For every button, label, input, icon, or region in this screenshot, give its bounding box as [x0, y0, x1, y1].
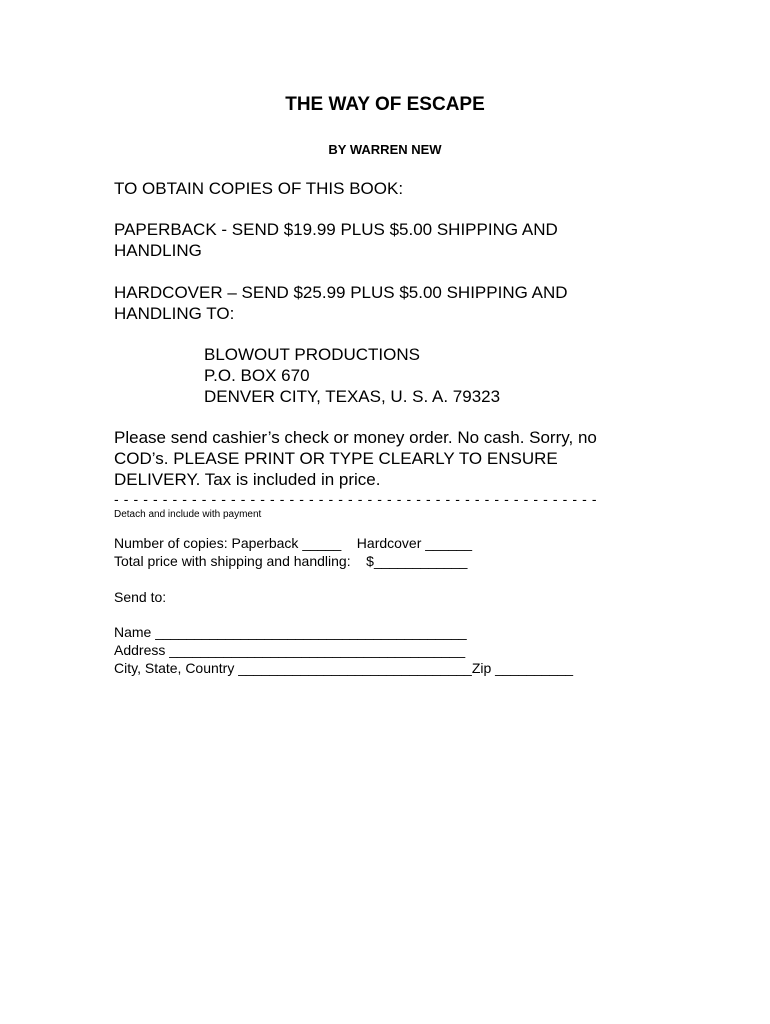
author-line: BY WARREN NEW	[328, 142, 442, 157]
copies-field-line: Number of copies: Paperback _____ Hardcover ______	[114, 535, 472, 551]
cut-line: - - - - - - - - - - - - - - - - - - - - - - - - - - - - - - - - - - - - - - - - - - - - - - - - - -	[114, 491, 598, 507]
name-field-line: Name ________________________________________	[114, 624, 467, 640]
intro-text: TO OBTAIN COPIES OF THIS BOOK:	[114, 179, 404, 198]
payment-note-line-1: Please send cashier’s check or money order. No cash. Sorry, no	[114, 428, 597, 447]
address-line-1: BLOWOUT PRODUCTIONS	[204, 345, 420, 364]
address-line-3: DENVER CITY, TEXAS, U. S. A. 79323	[204, 387, 501, 406]
address-line-2: P.O. BOX 670	[204, 366, 310, 385]
send-to-label: Send to:	[114, 589, 167, 605]
document-title: THE WAY OF ESCAPE	[285, 94, 485, 115]
city-state-zip-field-line: City, State, Country ______________________________Zip __________	[114, 660, 574, 676]
total-price-field-line: Total price with shipping and handling: $____________	[114, 553, 468, 569]
detach-note: Detach and include with payment	[114, 509, 262, 520]
payment-note-line-3: DELIVERY. Tax is included in price.	[114, 470, 381, 489]
address-field-line: Address ______________________________________	[114, 642, 466, 658]
paperback-line-1: PAPERBACK - SEND $19.99 PLUS $5.00 SHIPPING AND	[114, 220, 558, 239]
paperback-line-2: HANDLING	[114, 241, 202, 260]
hardcover-line-2: HANDLING TO:	[114, 304, 235, 323]
hardcover-line-1: HARDCOVER – SEND $25.99 PLUS $5.00 SHIPPING AND	[114, 283, 568, 302]
payment-note-line-2: COD’s. PLEASE PRINT OR TYPE CLEARLY TO ENSURE	[114, 449, 558, 468]
